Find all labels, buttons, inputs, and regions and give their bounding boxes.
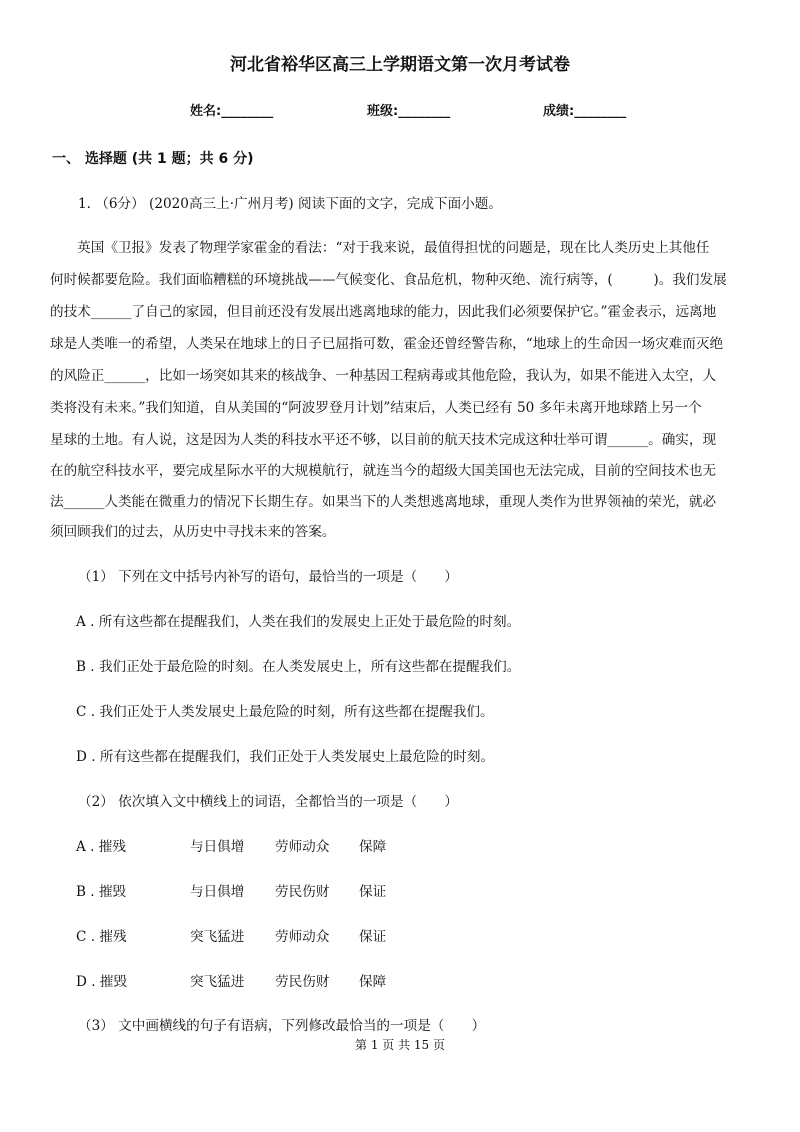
option-word: 与日俱增 bbox=[190, 839, 245, 855]
option-1a[interactable]: A . 所有这些都在提醒我们，人类在我们的发展史上正处于最危险的时刻。 bbox=[76, 614, 521, 630]
passage-line: 须回顾我们的过去，从历史中寻找未来的答案。 bbox=[50, 524, 336, 540]
option-1b[interactable]: B . 我们正处于最危险的时刻。在人类发展史上，所有这些都在提醒我们。 bbox=[76, 659, 521, 675]
option-word: 保障 bbox=[359, 839, 387, 855]
passage-line: 的技术______了自己的家园，但目前还没有发展出逃离地球的能力，因此我们必须要保护它。”霍金表示，远离地 bbox=[50, 304, 717, 320]
option-word: 保证 bbox=[359, 929, 387, 945]
subquestion-3-stem: （3） 文中画横线的句子有语病，下列修改最恰当的一项是（ ） bbox=[78, 1018, 486, 1034]
option-word: 劳民伤财 bbox=[275, 974, 330, 990]
option-word: 保障 bbox=[359, 974, 387, 990]
option-word: 劳民伤财 bbox=[275, 884, 330, 900]
option-2a[interactable] bbox=[76, 835, 386, 855]
option-word: 与日俱增 bbox=[190, 884, 245, 900]
class-field: 班级:________ bbox=[367, 104, 451, 119]
option-word: A . 摧残 bbox=[76, 839, 126, 855]
option-word: 劳师动众 bbox=[275, 839, 330, 855]
option-word: 劳师动众 bbox=[275, 929, 330, 945]
passage-line: 星球的土地。有人说，这是因为人类的科技水平还不够，以目前的航天技术完成这种壮举可谓______。确实，现 bbox=[50, 432, 717, 448]
option-2d[interactable] bbox=[76, 970, 386, 990]
passage-line: 类将没有未来。”我们知道，自从美国的“阿波罗登月计划”结束后，人类已经有 50 多年未离开地球踏上另一个 bbox=[50, 400, 702, 416]
option-word: B . 摧毁 bbox=[76, 884, 127, 900]
option-1c[interactable]: C . 我们正处于人类发展史上最危险的时刻，所有这些都在提醒我们。 bbox=[76, 704, 494, 720]
page-footer: 第 1 页 共 15 页 bbox=[355, 1038, 445, 1052]
passage-line: 法______人类能在微重力的情况下长期生存。如果当下的人类想逃离地球，重现人类作为世界领袖的荣光，就必 bbox=[50, 494, 717, 510]
passage-line: 球是人类唯一的希望，人类呆在地球上的日子已屈指可数，霍金还曾经警告称，“地球上的生命因一场灾难而灭绝 bbox=[50, 336, 724, 352]
option-word: C . 摧残 bbox=[76, 929, 127, 945]
passage-line: 何时候都要危险。我们面临糟糕的环境挑战——气候变化、食品危机，物种灭绝、流行病等，( )。我们发展 bbox=[50, 272, 727, 288]
passage-line: 英国《卫报》发表了物理学家霍金的看法：“对于我来说，最值得担忧的问题是，现在比人类历史上其他任 bbox=[50, 240, 710, 256]
subquestion-1-stem: （1） 下列在文中括号内补写的语句，最恰当的一项是（ ） bbox=[78, 569, 458, 585]
option-word: 突飞猛进 bbox=[190, 929, 245, 945]
option-2b[interactable] bbox=[76, 880, 386, 900]
score-field: 成绩:________ bbox=[543, 104, 627, 119]
option-1d[interactable]: D . 所有这些都在提醒我们，我们正处于人类发展史上最危险的时刻。 bbox=[76, 749, 495, 765]
option-2c[interactable] bbox=[76, 925, 386, 945]
section-heading: 一、 选择题 (共 1 题；共 6 分) bbox=[52, 151, 254, 167]
name-field: 姓名:________ bbox=[190, 104, 274, 119]
exam-title: 河北省裕华区高三上学期语文第一次月考试卷 bbox=[230, 55, 570, 75]
option-word: 保证 bbox=[359, 884, 387, 900]
passage-line: 在的航空科技水平，要完成星际水平的大规模航行，就连当今的超级大国美国也无法完成，目前的空间技术也无 bbox=[50, 463, 717, 479]
option-word: 突飞猛进 bbox=[190, 974, 245, 990]
passage-line: 的风险正______，比如一场突如其来的核战争、一种基因工程病毒或其他危险，我认为，如果不能进入太空，人 bbox=[50, 368, 717, 384]
option-word: D . 摧毁 bbox=[76, 974, 128, 990]
subquestion-2-stem: （2） 依次填入文中横线上的词语，全都恰当的一项是（ ） bbox=[78, 794, 458, 810]
question-stem: 1. （6分） (2020高三上·广州月考) 阅读下面的文字，完成下面小题。 bbox=[78, 196, 502, 212]
